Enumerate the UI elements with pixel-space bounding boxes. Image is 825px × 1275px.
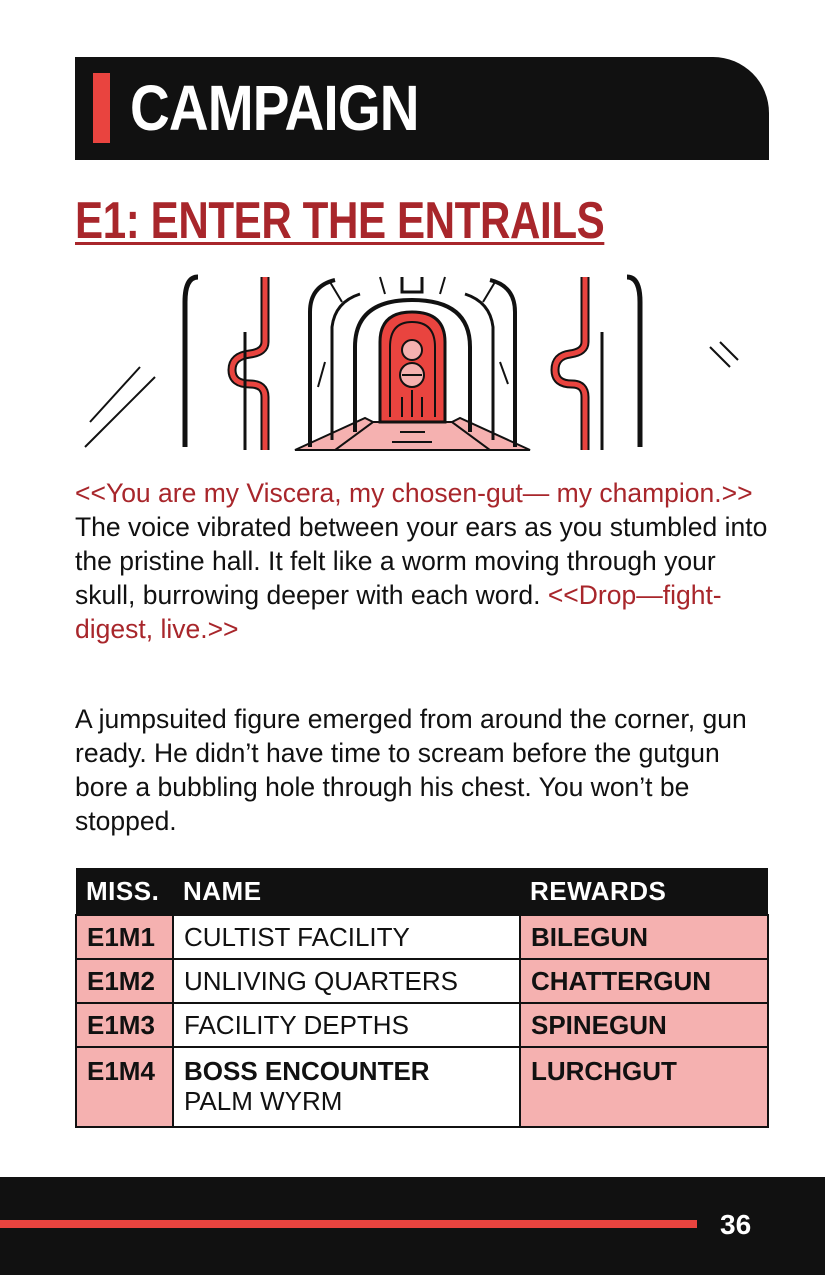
mission-code: E1M3	[76, 1003, 173, 1047]
mission-reward: LURCHGUT	[520, 1047, 768, 1127]
mission-name	[173, 1047, 520, 1127]
story-text-1: The voice vibrated between your ears as you stumbled into the pristine hall. It felt like a worm moving through your skull, burrowing deeper with each word.	[75, 512, 768, 610]
table-row	[76, 1003, 768, 1047]
mission-reward: CHATTERGUN	[520, 959, 768, 1003]
mission-name: CULTIST FACILITY	[173, 915, 520, 959]
voice-quote-2: <<Drop—fight-digest, live.>>	[75, 580, 722, 644]
mission-name: UNLIVING QUARTERS	[173, 959, 520, 1003]
corridor-illustration	[80, 272, 745, 452]
boss-name: PALM WYRM	[184, 1086, 343, 1116]
story-paragraph-1	[75, 476, 775, 646]
story-paragraph-2: A jumpsuited figure emerged from around the corner, gun ready. He didn’t have time to scream before the gutgun bore a bubbling hole through his chest. You won’t be stopped.	[75, 704, 747, 836]
mission-reward: SPINEGUN	[520, 1003, 768, 1047]
footer-accent-line	[0, 1220, 697, 1228]
table-row	[76, 959, 768, 1003]
table-row	[76, 915, 768, 959]
mission-code: E1M2	[76, 959, 173, 1003]
header-accent-mark	[93, 73, 110, 143]
boss-encounter-label: BOSS ENCOUNTER	[184, 1056, 430, 1086]
mission-code: E1M1	[76, 915, 173, 959]
voice-quote-1: <<You are my Viscera, my chosen-gut— my champion.>>	[75, 478, 753, 508]
mission-name: FACILITY DEPTHS	[173, 1003, 520, 1047]
page-number: 36	[720, 1209, 752, 1240]
table-row	[76, 1047, 768, 1127]
mission-code: E1M4	[76, 1047, 173, 1127]
header-name: NAME	[173, 868, 520, 915]
header-rewards: REWARDS	[520, 868, 768, 915]
header-miss: MISS.	[76, 868, 173, 915]
section-title: E1: ENTER THE ENTRAILS	[75, 192, 605, 250]
mission-table-header	[76, 868, 768, 915]
mission-reward: BILEGUN	[520, 915, 768, 959]
page-header-title: CAMPAIGN	[130, 72, 419, 144]
mission-table	[75, 868, 769, 1128]
